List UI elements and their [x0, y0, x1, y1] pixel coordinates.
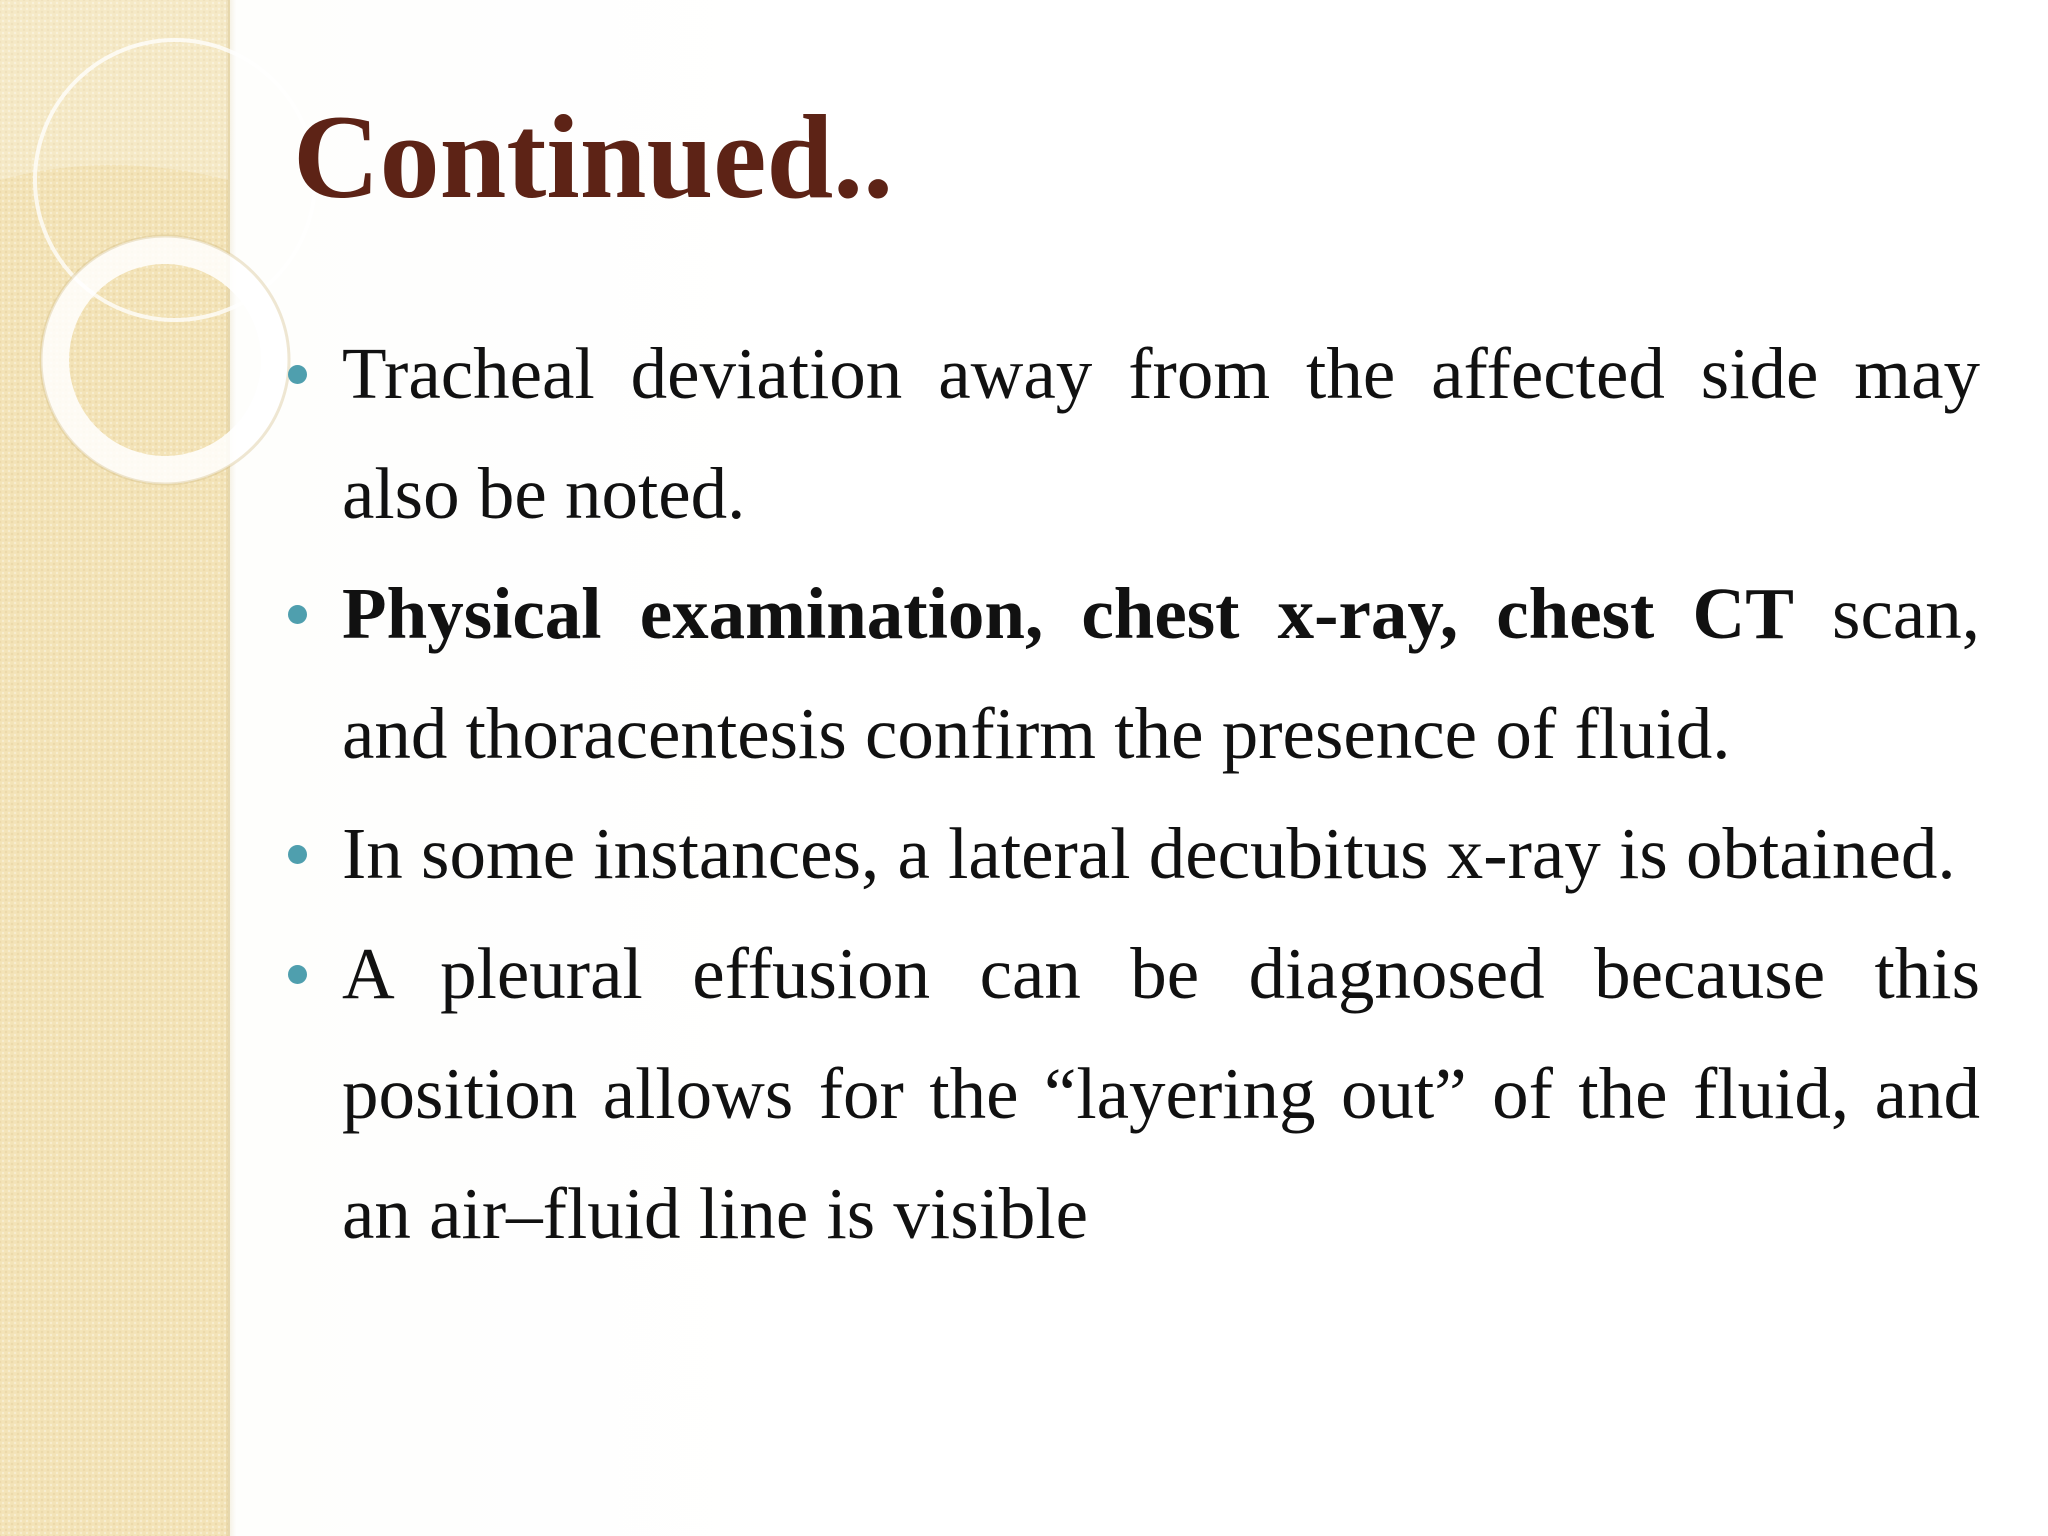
bullet-marker-icon	[288, 605, 307, 624]
bullet-text: scan, and thoracentesis confirm the presence of fluid.	[342, 573, 1980, 774]
bullet-list	[280, 314, 1980, 1274]
bullet-marker-icon	[288, 845, 307, 864]
bullet-text: Tracheal deviation away from the affected side may also be noted.	[342, 333, 1980, 534]
decorative-small-ring	[55, 250, 275, 470]
bullet-bold-text: Physical examination, chest x-ray, chest CT	[342, 573, 1794, 654]
bullet-item-1	[280, 314, 1980, 554]
decorative-small-ring-shade	[41, 236, 289, 484]
bullet-item-3	[280, 794, 1980, 914]
decorative-light-panel	[0, 0, 228, 180]
slide-title: Continued..	[293, 90, 894, 223]
bullet-item-2	[280, 554, 1980, 794]
bullet-marker-icon	[288, 965, 307, 984]
bullet-item-4	[280, 914, 1980, 1274]
bullet-text: In some instances, a lateral decubitus x-ray is obtained.	[342, 813, 1956, 894]
bullet-text: A pleural effusion can be diagnosed because this position allows for the “layering out” of the fluid, and an air–fluid line is visible	[342, 933, 1980, 1254]
bullet-marker-icon	[288, 365, 307, 384]
decorative-rings-graphic	[0, 0, 300, 520]
